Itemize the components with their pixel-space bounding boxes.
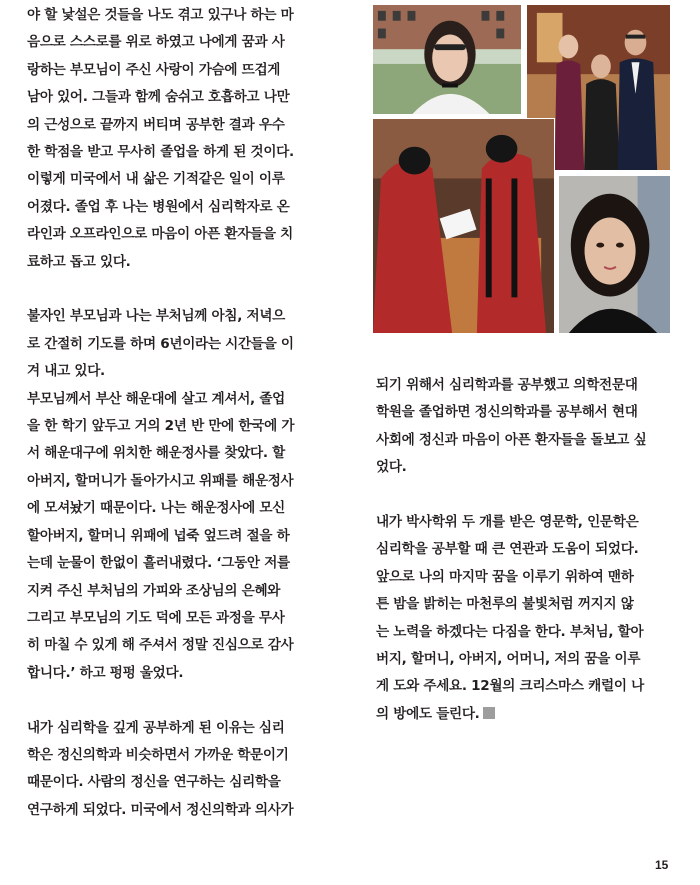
text-line: 었다. <box>376 459 407 476</box>
left-paragraph-2 <box>27 303 335 385</box>
text-line: 심리학을 공부할 때 큰 연관과 도움이 되었다. <box>376 541 639 558</box>
text-line: 버지, 할머니, 아버지, 어머니, 저의 꿈을 이루 <box>376 651 641 668</box>
page-number: 15 <box>655 858 669 872</box>
text-line: 음으로 스스로를 위로 하였고 나에게 꿈과 사 <box>27 34 285 51</box>
text-line: 야 할 낯설은 것들을 나도 겪고 있구나 하는 마 <box>27 7 294 23</box>
text-line: 겨 내고 있다. <box>27 363 105 380</box>
text-line: 에 모셔놨기 때문이다. 나는 해운정사에 모신 <box>27 500 285 517</box>
left-paragraph-3 <box>27 386 335 687</box>
text-line: 히 마칠 수 있게 해 주셔서 정말 진심으로 감사 <box>27 637 294 654</box>
text-line: 내가 박사학위 두 개를 받은 영문학, 인문학은 <box>376 514 639 531</box>
text-line: 지켜 주신 부처님의 가피와 조상님의 은혜와 <box>27 582 281 599</box>
text-line: 는데 눈물이 한없이 흘러내렸다. ‘그동안 저를 <box>27 555 290 572</box>
text-line: 한 학점을 받고 무사히 졸업을 하게 된 것이다. <box>27 144 294 161</box>
text-line: 의 근성으로 끝까지 버티며 공부한 결과 우수 <box>27 116 285 133</box>
text-line: 할아버지, 할머니 위패에 넙죽 엎드려 절을 하 <box>27 527 290 544</box>
selfie-campus-photo <box>372 4 522 115</box>
text-line: 앞으로 나의 마지막 꿈을 이루기 위하여 맨하 <box>376 568 634 585</box>
text-line: 료하고 돕고 있다. <box>27 253 131 270</box>
photo-icon <box>559 176 670 333</box>
text-line: 사회에 정신과 마음이 아픈 환자들을 돌보고 싶 <box>376 431 647 448</box>
text-line: 합니다.’ 하고 펑펑 울었다. <box>27 664 184 681</box>
text-line: 는 노력을 하겠다는 다짐을 한다. 부처님, 할아 <box>376 623 644 640</box>
text-line: 의 방에도 들린다. <box>376 705 480 722</box>
selfie-portrait-photo <box>558 175 671 334</box>
graduation-ceremony-photo <box>372 118 555 334</box>
text-line: 내가 심리학을 깊게 공부하게 된 이유는 심리 <box>27 719 285 736</box>
text-line: 학원을 졸업하면 정신의학과를 공부해서 현대 <box>376 404 638 421</box>
right-paragraph-1 <box>376 372 676 482</box>
end-mark-icon <box>483 707 495 719</box>
left-text-column <box>27 0 335 824</box>
text-line: 아버지, 할머니가 돌아가시고 위패를 해운정사 <box>27 472 294 489</box>
left-paragraph-1 <box>27 2 335 276</box>
text-line: 게 도와 주세요. 12월의 크리스마스 캐럴이 나 <box>376 678 644 695</box>
text-line: 부모님께서 부산 해운대에 살고 계셔서, 졸업 <box>27 390 285 407</box>
photo-icon <box>373 119 554 333</box>
photo-icon <box>373 5 521 114</box>
text-line: 불자인 부모님과 나는 부처님께 아침, 저녁으 <box>27 308 285 325</box>
text-line: 랑하는 부모님이 주신 사랑이 가슴에 뜨겁게 <box>27 61 281 78</box>
right-paragraph-2 <box>376 509 676 728</box>
right-text-column <box>376 372 676 728</box>
text-line: 되기 위해서 심리학과를 공부했고 의학전문대 <box>376 377 638 393</box>
text-line: 어졌다. 졸업 후 나는 병원에서 심리학자로 온 <box>27 198 290 215</box>
text-line: 을 한 학기 앞두고 거의 2년 반 만에 한국에 가 <box>27 418 295 435</box>
text-line: 때문이다. 사람의 정신을 연구하는 심리학을 <box>27 774 281 791</box>
text-line: 이렇게 미국에서 내 삶은 기적같은 일이 이루 <box>27 171 285 188</box>
text-line: 로 간절히 기도를 하며 6년이라는 시간들을 이 <box>27 335 294 352</box>
text-line: 라인과 오프라인으로 마음이 아픈 환자들을 치 <box>27 226 293 243</box>
left-paragraph-4 <box>27 715 335 825</box>
text-line: 남아 있어. 그들과 함께 숨쉬고 호흡하고 나만 <box>27 89 290 106</box>
text-line: 튼 밤을 밝히는 마천루의 불빛처럼 꺼지지 않 <box>376 596 634 613</box>
text-line: 학은 정신의학과 비슷하면서 가까운 학문이기 <box>27 746 289 763</box>
text-line: 그리고 부모님의 기도 덕에 모든 과정을 무사 <box>27 609 285 626</box>
text-line: 연구하게 되었다. 미국에서 정신의학과 의사가 <box>27 801 294 818</box>
text-line <box>376 701 676 728</box>
text-line: 서 해운대구에 위치한 해운정사를 찾았다. 할 <box>27 445 285 462</box>
